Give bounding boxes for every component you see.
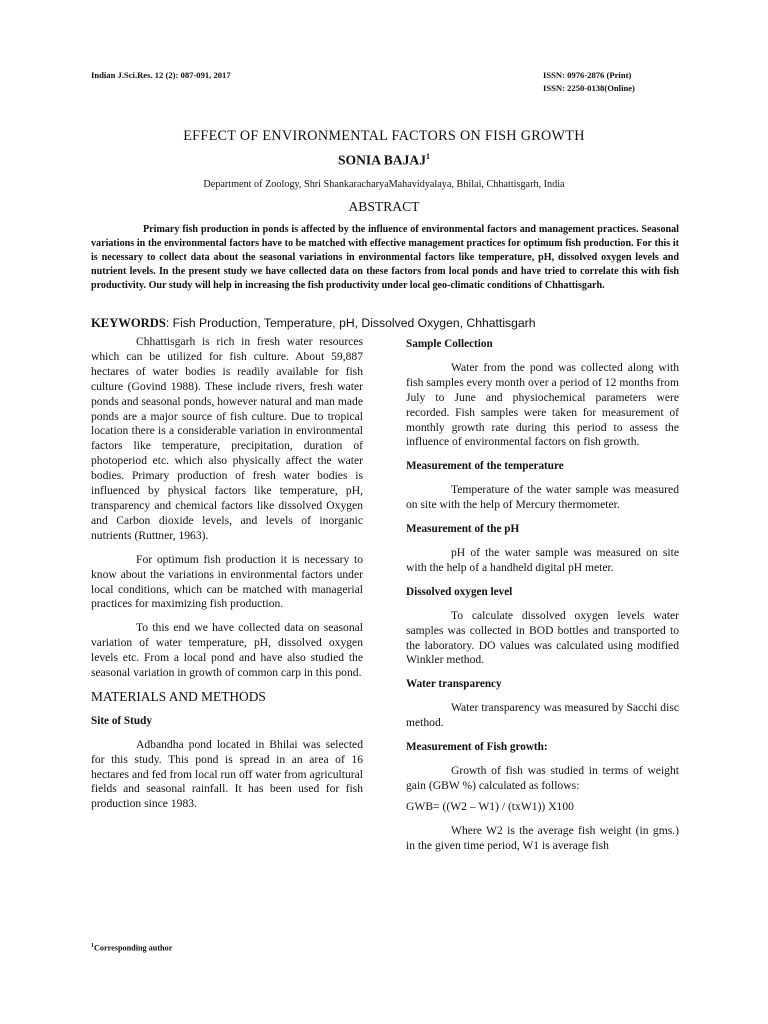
temperature-heading: Measurement of the temperature [406,460,564,473]
site-paragraph: Adbandha pond located in Bhilai was selected for this study. This pond is spread in an area of 16 hectares and fed from local run off water from agricultural fields and seasonal rainfall. It has been used for fish production since 1983. [91,737,363,811]
right-column [406,337,679,853]
methods-heading: MATERIALS AND METHODS [91,688,266,704]
author-footnote-mark: 1 [426,152,430,161]
ph-paragraph: pH of the water sample was measured on site with the help of a handheld digital pH meter. [406,545,679,574]
transparency-heading: Water transparency [406,678,502,691]
temperature-paragraph: Temperature of the water sample was measured on site with the help of Mercury thermometer. [406,483,679,512]
affiliation: Department of Zoology, Shri ShankaracharyaMahavidyalaya, Bhilai, Chhattisgarh, India [203,179,565,190]
footnote-text: Corresponding author [94,943,173,953]
ph-heading: Measurement of the pH [406,523,520,536]
author-name: SONIA BAJAJ [337,152,426,168]
dissolved-oxygen-paragraph: To calculate dissolved oxygen levels water samples was collected in BOD bottles and transported to the laboratory. DO values was calculated using modified Winkler method. [406,608,679,667]
left-column [91,335,363,812]
footnote [91,943,172,953]
keywords-line [91,316,691,331]
transparency-paragraph: Water transparency was measured by Sacchi disc method. [406,701,679,730]
footnote-mark: 1 [91,943,94,949]
abstract-heading: ABSTRACT [348,199,420,214]
dissolved-oxygen-heading: Dissolved oxygen level [406,585,513,598]
sample-paragraph: Water from the pond was collected along with fish samples every month over a period of 12 months from July to June and physiochemical parameters were recorded. Fish samples were taken for measurement of monthly growth rate during this period to assess the influence of environmental factors on fish growth. [406,360,679,449]
keywords-label: KEYWORDS [91,316,166,330]
issn-block [543,69,635,95]
issn-online: ISSN: 2250-0138(Online) [543,83,635,93]
keywords-list: : Fish Production, Temperature, pH, Dissolved Oxygen, Chhattisgarh [165,316,536,330]
journal-citation: Indian J.Sci.Res. 12 (2): 087-091, 2017 [91,70,231,80]
intro-paragraph-2: For optimum fish production it is necessary to know about the variations in environmental factors under local conditions, which can be matched with managerial practices for maximizing fish production. [91,552,363,611]
abstract-text: Primary fish production in ponds is affected by the influence of environmental factors and management practices. Seasonal variations in the environmental factors have to be matched with effective management practices for optimum fish production. For this it is necessary to collect data about the seasonal variations in environmental factors like temperature, pH, dissolved oxygen levels and nutrient levels. In the present study we have collected data on these factors from local ponds and have tried to correlate this with fish productivity. Our study will help in increasing the fish productivity under local geo-climatic conditions of Chhattisgarh. [91,224,679,291]
issn-print: ISSN: 0976-2876 (Print) [543,70,632,80]
site-heading: Site of Study [91,714,152,727]
growth-formula: GWB= ((W2 – W1) / (txW1)) X100 [406,799,574,813]
intro-paragraph-3: To this end we have collected data on seasonal variation of water temperature, pH, dissolved oxygen levels etc. From a local pond and have also studied the seasonal variation in growth of common carp in this pond. [91,621,363,680]
sample-heading: Sample Collection [406,338,493,350]
author-line [0,152,768,169]
fish-growth-heading: Measurement of Fish growth: [406,741,548,754]
intro-paragraph-1: Chhattisgarh is rich in fresh water resources which can be utilized for fish culture. About 59,887 hectares of water bodies is readily available for fish culture (Govind 1988). These include rivers, fresh water ponds and seasonal ponds, however natural and man made ponds are a major source of fish culture. Due to tropical location there is a considerable variation in environmental factors like temperature, precipitation, duration of photoperiod etc. which also physically affect the water bodies. Primary production of fresh water bodies is influenced by physical factors like temperature, pH, transparency and chemical factors like dissolved Oxygen and Carbon dioxide levels, and levels of inorganic nutrients (Ruttner, 1963). [91,335,363,542]
paper-title: EFFECT OF ENVIRONMENTAL FACTORS ON FISH GROWTH [183,128,585,144]
formula-explanation: Where W2 is the average fish weight (in gms.) in the given time period, W1 is average fish [406,823,679,852]
fish-growth-paragraph: Growth of fish was studied in terms of weight gain (GBW %) calculated as follows: [406,763,679,792]
